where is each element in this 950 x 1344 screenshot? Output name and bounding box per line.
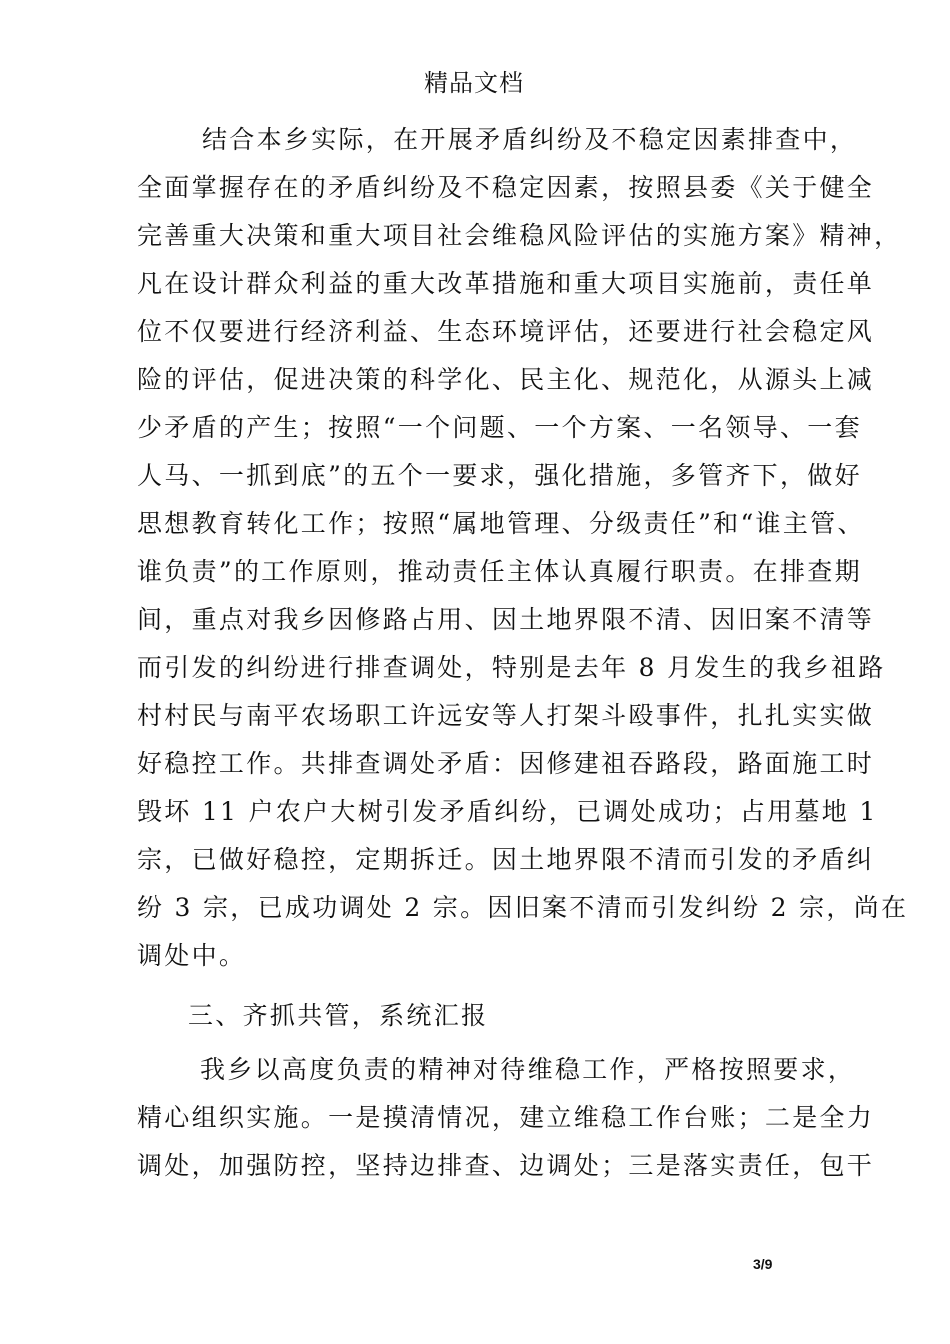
section-heading: 三、齐抓共管，系统汇报 (188, 1001, 489, 1030)
body-line: 宗，已做好稳控，定期拆迁。因土地界限不清而引发的矛盾纠 (137, 845, 875, 874)
body-line: 思想教育转化工作；按照“属地管理、分级责任”和“谁主管、 (137, 509, 865, 538)
body-line: 纷 3 宗，已成功调处 2 宗。因旧案不清而引发纠纷 2 宗，尚在 (137, 893, 909, 922)
body-line: 险的评估，促进决策的科学化、民主化、规范化，从源头上减 (137, 365, 875, 394)
body-line: 我乡以高度负责的精神对待维稳工作，严格按照要求， (200, 1055, 856, 1084)
body-line: 村村民与南平农场职工许远安等人打架斗殴事件，扎扎实实做 (137, 701, 875, 730)
body-line: 毁坏 11 户农户大树引发矛盾纠纷，已调处成功；占用墓地 1 (137, 797, 878, 826)
page-header-title: 精品文档 (424, 69, 524, 97)
body-line: 少矛盾的产生；按照“一个问题、一个方案、一名领导、一套 (137, 413, 862, 442)
body-line: 人马、一抓到底”的五个一要求，强化措施，多管齐下，做好 (137, 461, 862, 490)
body-line: 全面掌握存在的矛盾纠纷及不稳定因素，按照县委《关于健全 (137, 173, 875, 202)
body-line: 位不仅要进行经济利益、生态环境评估，还要进行社会稳定风 (137, 317, 875, 346)
body-line: 调处中。 (137, 941, 247, 970)
page-number: 3/9 (753, 1256, 773, 1272)
body-line: 间，重点对我乡因修路占用、因土地界限不清、因旧案不清等 (137, 605, 875, 634)
body-line: 精心组织实施。一是摸清情况，建立维稳工作台账；二是全力 (137, 1103, 875, 1132)
body-line: 谁负责”的工作原则，推动责任主体认真履行职责。在排查期 (137, 557, 862, 586)
body-line: 凡在设计群众利益的重大改革措施和重大项目实施前，责任单 (137, 269, 875, 298)
body-line: 而引发的纠纷进行排查调处，特别是去年 8 月发生的我乡祖路 (137, 653, 886, 682)
body-line: 完善重大决策和重大项目社会维稳风险评估的实施方案》精神， (137, 221, 902, 250)
body-line: 结合本乡实际，在开展矛盾纠纷及不稳定因素排查中， (202, 125, 858, 154)
body-line: 好稳控工作。共排查调处矛盾：因修建祖吞路段，路面施工时 (137, 749, 875, 778)
body-line: 调处，加强防控，坚持边排查、边调处；三是落实责任，包干 (137, 1151, 875, 1180)
